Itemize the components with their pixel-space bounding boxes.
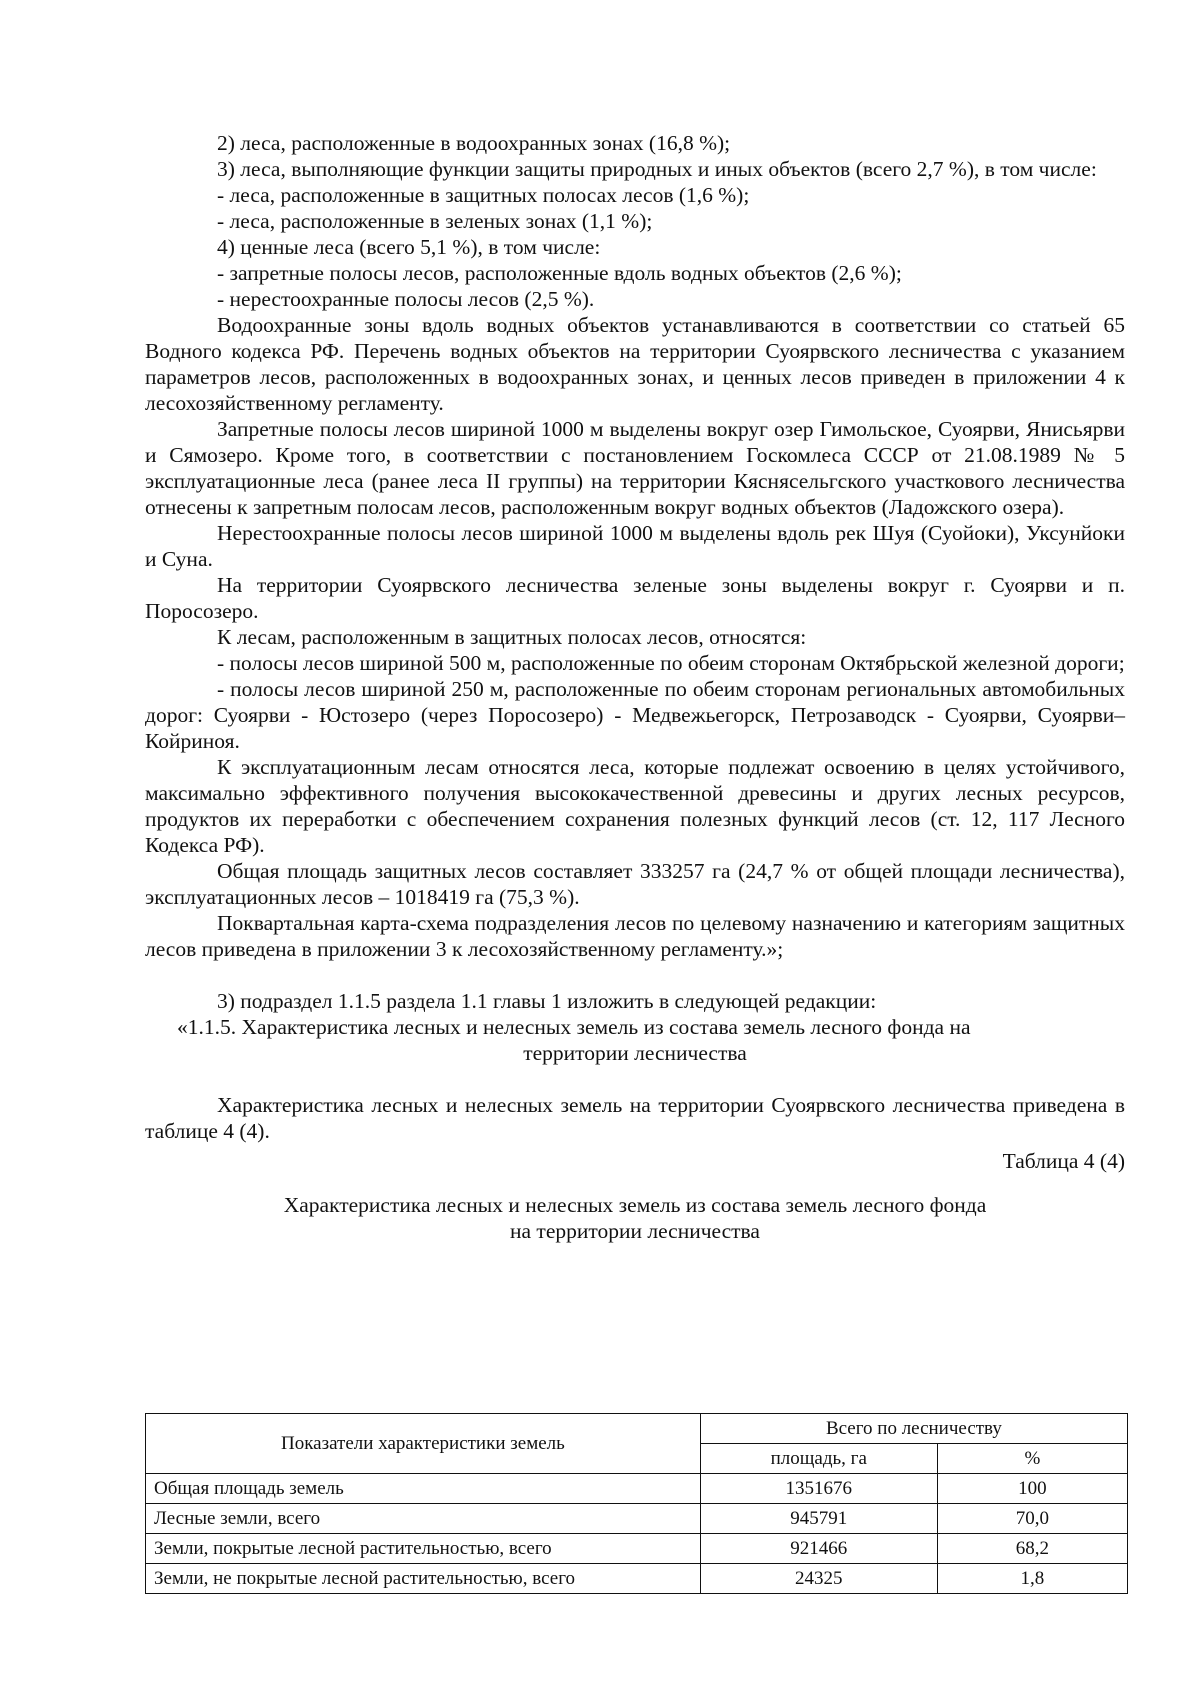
paragraph: К лесам, расположенным в защитных полосах лесов, относятся: xyxy=(217,625,807,649)
row-percent: 1,8 xyxy=(937,1564,1127,1594)
document-body xyxy=(145,130,1125,1244)
amendment-line: 3) подраздел 1.1.5 раздела 1.1 главы 1 изложить в следующей редакции: xyxy=(217,989,877,1013)
intro-paragraph: Характеристика лесных и нелесных земель на территории Суоярвского лесничества приведена в таблице 4 (4). xyxy=(145,1093,1125,1143)
header-indicator: Показатели характеристики земель xyxy=(146,1414,701,1474)
row-area: 921466 xyxy=(700,1534,937,1564)
table-label: Таблица 4 (4) xyxy=(1002,1149,1125,1173)
row-percent: 68,2 xyxy=(937,1534,1127,1564)
paragraph: 3) леса, выполняющие функции защиты природных и иных объектов (всего 2,7 %), в том числе: xyxy=(217,157,1097,181)
header-area: площадь, га xyxy=(700,1444,937,1474)
paragraph: Водоохранные зоны вдоль водных объектов устанавливаются в соответствии со статьей 65 Водного кодекса РФ. Перечень водных объектов на территории Суоярвского лесничества с указанием параметров лесов, расположенных в водоохранных зонах, и ценных лесов приведен в приложении 4 к лесохозяйственному регламенту. xyxy=(145,313,1125,415)
row-area: 24325 xyxy=(700,1564,937,1594)
row-label: Земли, покрытые лесной растительностью, всего xyxy=(146,1534,701,1564)
paragraph: Общая площадь защитных лесов составляет 333257 га (24,7 % от общей площади лесничества), эксплуатационных лесов – 1018419 га (75,3 %). xyxy=(145,859,1125,909)
table-row xyxy=(146,1564,1128,1594)
section-heading: «1.1.5. Характеристика лесных и нелесных земель из состава земель лесного фонда на xyxy=(177,1015,971,1039)
row-area: 1351676 xyxy=(700,1474,937,1504)
table-row xyxy=(146,1534,1128,1564)
row-percent: 70,0 xyxy=(937,1504,1127,1534)
paragraph: - леса, расположенные в зеленых зонах (1,1 %); xyxy=(217,209,653,233)
table-caption: Характеристика лесных и нелесных земель из состава земель лесного фонда xyxy=(283,1193,987,1217)
table-header-row xyxy=(146,1414,1128,1444)
paragraph: На территории Суоярвского лесничества зеленые зоны выделены вокруг г. Суоярви и п. Поросозеро. xyxy=(145,573,1125,623)
header-total: Всего по лесничеству xyxy=(700,1414,1127,1444)
section-heading-continuation: территории лесничества xyxy=(523,1041,747,1065)
paragraph: Поквартальная карта-схема подразделения лесов по целевому назначению и категориям защитных лесов приведена в приложении 3 к лесохозяйственному регламенту.»; xyxy=(145,911,1125,961)
paragraph: 2) леса, расположенные в водоохранных зонах (16,8 %); xyxy=(217,131,731,155)
paragraph: Нерестоохранные полосы лесов шириной 1000 м выделены вдоль рек Шуя (Суойоки), Уксунйоки и Суна. xyxy=(145,521,1125,571)
table-caption-continuation: на территории лесничества xyxy=(510,1219,760,1243)
paragraph: - нерестоохранные полосы лесов (2,5 %). xyxy=(217,287,595,311)
paragraph: 4) ценные леса (всего 5,1 %), в том числе: xyxy=(217,235,601,259)
paragraph: - полосы лесов шириной 500 м, расположенные по обеим сторонам Октябрьской железной дороги; xyxy=(217,651,1125,675)
row-area: 945791 xyxy=(700,1504,937,1534)
row-percent: 100 xyxy=(937,1474,1127,1504)
row-label: Общая площадь земель xyxy=(146,1474,701,1504)
paragraph: - полосы лесов шириной 250 м, расположенные по обеим сторонам региональных автомобильных дорог: Суоярви - Юстозеро (через Поросозеро) - Медвежьегорск, Петрозаводск - Суоярви, Суоярви–Койриноя. xyxy=(145,677,1125,753)
header-percent: % xyxy=(937,1444,1127,1474)
paragraph: - леса, расположенные в защитных полосах лесов (1,6 %); xyxy=(217,183,750,207)
land-characteristics-table xyxy=(145,1413,1128,1594)
table-row xyxy=(146,1504,1128,1534)
paragraph: К эксплуатационным лесам относятся леса, которые подлежат освоению в целях устойчивого, максимально эффективного получения высококачественной древесины и других лесных ресурсов, продуктов их переработки с обеспечением сохранения полезных функций лесов (ст. 12, 117 Лесного Кодекса РФ). xyxy=(145,755,1125,857)
table-row xyxy=(146,1474,1128,1504)
paragraph: Запретные полосы лесов шириной 1000 м выделены вокруг озер Гимольское, Суоярви, Янисьярви и Сямозеро. Кроме того, в соответствии с постановлением Госкомлеса СССР от 21.08.1989 № 5 эксплуатационные леса (ранее леса II группы) на территории Кяснясельгского участкового лесничества отнесены к запретным полосам лесов, расположенным вокруг водных объектов (Ладожского озера). xyxy=(145,417,1125,519)
row-label: Земли, не покрытые лесной растительностью, всего xyxy=(146,1564,701,1594)
row-label: Лесные земли, всего xyxy=(146,1504,701,1534)
paragraph: - запретные полосы лесов, расположенные вдоль водных объектов (2,6 %); xyxy=(217,261,902,285)
